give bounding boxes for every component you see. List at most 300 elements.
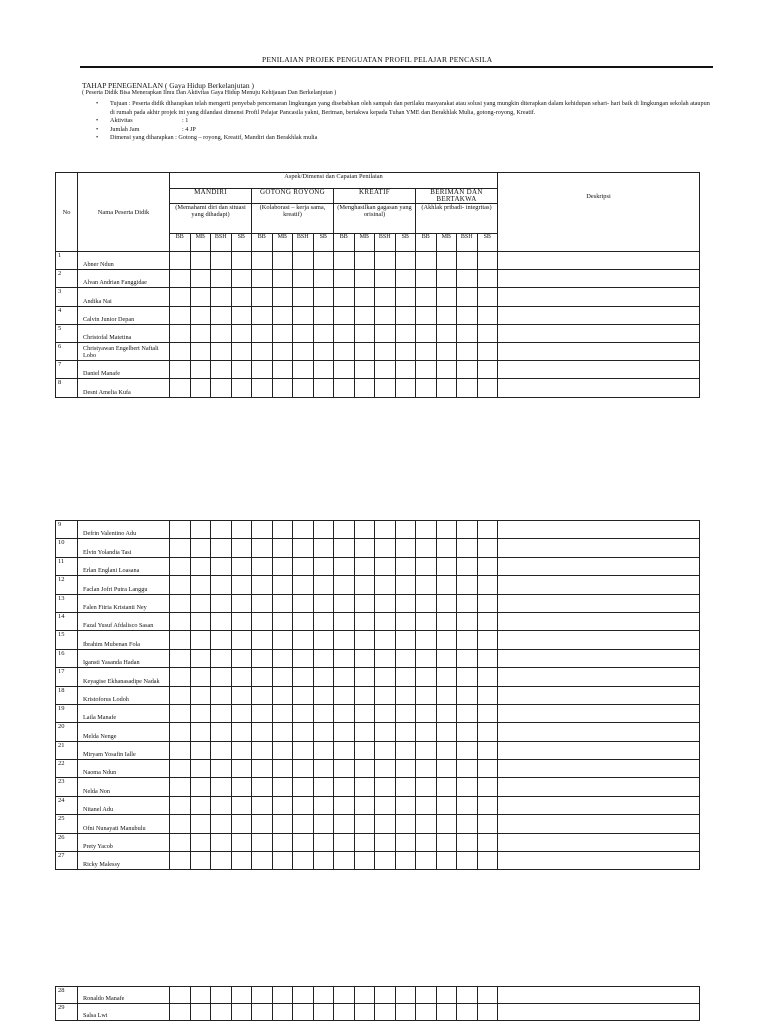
score-cell[interactable] <box>354 1004 375 1021</box>
score-cell[interactable] <box>272 379 293 397</box>
score-cell[interactable] <box>211 306 232 324</box>
score-cell[interactable] <box>457 539 478 557</box>
score-cell[interactable] <box>436 612 457 630</box>
score-cell[interactable] <box>354 631 375 649</box>
score-cell[interactable] <box>354 361 375 379</box>
score-cell[interactable] <box>170 361 191 379</box>
score-cell[interactable] <box>334 833 355 851</box>
score-cell[interactable] <box>313 704 334 722</box>
description-cell[interactable] <box>498 379 700 397</box>
score-cell[interactable] <box>252 379 273 397</box>
score-cell[interactable] <box>354 342 375 360</box>
score-cell[interactable] <box>395 796 416 814</box>
score-cell[interactable] <box>170 631 191 649</box>
description-cell[interactable] <box>498 741 700 759</box>
score-cell[interactable] <box>190 686 211 704</box>
score-cell[interactable] <box>170 778 191 796</box>
score-cell[interactable] <box>395 576 416 594</box>
score-cell[interactable] <box>293 649 314 667</box>
score-cell[interactable] <box>231 594 252 612</box>
score-cell[interactable] <box>190 778 211 796</box>
score-cell[interactable] <box>272 631 293 649</box>
score-cell[interactable] <box>170 987 191 1004</box>
score-cell[interactable] <box>211 668 232 686</box>
description-cell[interactable] <box>498 668 700 686</box>
score-cell[interactable] <box>395 649 416 667</box>
score-cell[interactable] <box>252 270 273 288</box>
score-cell[interactable] <box>231 288 252 306</box>
score-cell[interactable] <box>457 521 478 539</box>
score-cell[interactable] <box>293 288 314 306</box>
score-cell[interactable] <box>395 361 416 379</box>
score-cell[interactable] <box>231 1004 252 1021</box>
score-cell[interactable] <box>457 576 478 594</box>
score-cell[interactable] <box>231 649 252 667</box>
score-cell[interactable] <box>354 987 375 1004</box>
description-cell[interactable] <box>498 760 700 778</box>
score-cell[interactable] <box>416 631 437 649</box>
score-cell[interactable] <box>313 539 334 557</box>
score-cell[interactable] <box>313 723 334 741</box>
score-cell[interactable] <box>334 704 355 722</box>
score-cell[interactable] <box>477 521 498 539</box>
score-cell[interactable] <box>231 306 252 324</box>
score-cell[interactable] <box>395 668 416 686</box>
score-cell[interactable] <box>375 1004 396 1021</box>
score-cell[interactable] <box>211 778 232 796</box>
score-cell[interactable] <box>334 778 355 796</box>
score-cell[interactable] <box>231 741 252 759</box>
score-cell[interactable] <box>211 539 232 557</box>
score-cell[interactable] <box>272 361 293 379</box>
score-cell[interactable] <box>252 987 273 1004</box>
score-cell[interactable] <box>395 631 416 649</box>
score-cell[interactable] <box>416 723 437 741</box>
score-cell[interactable] <box>211 852 232 870</box>
score-cell[interactable] <box>252 723 273 741</box>
score-cell[interactable] <box>334 379 355 397</box>
score-cell[interactable] <box>313 521 334 539</box>
description-cell[interactable] <box>498 704 700 722</box>
score-cell[interactable] <box>293 306 314 324</box>
score-cell[interactable] <box>211 723 232 741</box>
score-cell[interactable] <box>190 306 211 324</box>
score-cell[interactable] <box>436 668 457 686</box>
score-cell[interactable] <box>416 594 437 612</box>
score-cell[interactable] <box>436 379 457 397</box>
score-cell[interactable] <box>272 288 293 306</box>
score-cell[interactable] <box>354 760 375 778</box>
score-cell[interactable] <box>457 288 478 306</box>
score-cell[interactable] <box>293 668 314 686</box>
score-cell[interactable] <box>272 1004 293 1021</box>
score-cell[interactable] <box>293 521 314 539</box>
score-cell[interactable] <box>457 612 478 630</box>
score-cell[interactable] <box>252 704 273 722</box>
score-cell[interactable] <box>375 796 396 814</box>
score-cell[interactable] <box>190 594 211 612</box>
score-cell[interactable] <box>477 815 498 833</box>
score-cell[interactable] <box>252 557 273 575</box>
score-cell[interactable] <box>334 723 355 741</box>
score-cell[interactable] <box>395 1004 416 1021</box>
score-cell[interactable] <box>395 704 416 722</box>
score-cell[interactable] <box>313 270 334 288</box>
score-cell[interactable] <box>170 852 191 870</box>
score-cell[interactable] <box>170 723 191 741</box>
score-cell[interactable] <box>170 576 191 594</box>
score-cell[interactable] <box>457 324 478 342</box>
score-cell[interactable] <box>375 557 396 575</box>
score-cell[interactable] <box>293 612 314 630</box>
score-cell[interactable] <box>477 668 498 686</box>
score-cell[interactable] <box>272 741 293 759</box>
score-cell[interactable] <box>190 288 211 306</box>
score-cell[interactable] <box>293 686 314 704</box>
score-cell[interactable] <box>190 557 211 575</box>
score-cell[interactable] <box>170 704 191 722</box>
score-cell[interactable] <box>293 796 314 814</box>
score-cell[interactable] <box>334 796 355 814</box>
score-cell[interactable] <box>313 741 334 759</box>
score-cell[interactable] <box>436 723 457 741</box>
description-cell[interactable] <box>498 778 700 796</box>
score-cell[interactable] <box>334 342 355 360</box>
score-cell[interactable] <box>477 741 498 759</box>
score-cell[interactable] <box>477 288 498 306</box>
score-cell[interactable] <box>457 649 478 667</box>
score-cell[interactable] <box>354 815 375 833</box>
score-cell[interactable] <box>457 815 478 833</box>
score-cell[interactable] <box>190 723 211 741</box>
score-cell[interactable] <box>334 557 355 575</box>
score-cell[interactable] <box>211 576 232 594</box>
score-cell[interactable] <box>334 576 355 594</box>
score-cell[interactable] <box>354 576 375 594</box>
score-cell[interactable] <box>436 760 457 778</box>
score-cell[interactable] <box>190 379 211 397</box>
score-cell[interactable] <box>416 288 437 306</box>
score-cell[interactable] <box>354 539 375 557</box>
score-cell[interactable] <box>477 270 498 288</box>
score-cell[interactable] <box>354 668 375 686</box>
score-cell[interactable] <box>477 778 498 796</box>
score-cell[interactable] <box>436 704 457 722</box>
score-cell[interactable] <box>395 833 416 851</box>
score-cell[interactable] <box>313 306 334 324</box>
score-cell[interactable] <box>375 342 396 360</box>
score-cell[interactable] <box>354 557 375 575</box>
description-cell[interactable] <box>498 631 700 649</box>
score-cell[interactable] <box>170 557 191 575</box>
score-cell[interactable] <box>211 704 232 722</box>
score-cell[interactable] <box>334 631 355 649</box>
description-cell[interactable] <box>498 649 700 667</box>
score-cell[interactable] <box>252 521 273 539</box>
score-cell[interactable] <box>477 379 498 397</box>
score-cell[interactable] <box>293 704 314 722</box>
score-cell[interactable] <box>354 796 375 814</box>
score-cell[interactable] <box>190 852 211 870</box>
score-cell[interactable] <box>231 631 252 649</box>
score-cell[interactable] <box>252 631 273 649</box>
score-cell[interactable] <box>477 557 498 575</box>
score-cell[interactable] <box>436 594 457 612</box>
score-cell[interactable] <box>231 778 252 796</box>
score-cell[interactable] <box>334 288 355 306</box>
score-cell[interactable] <box>416 342 437 360</box>
score-cell[interactable] <box>334 987 355 1004</box>
score-cell[interactable] <box>457 361 478 379</box>
score-cell[interactable] <box>293 539 314 557</box>
score-cell[interactable] <box>375 539 396 557</box>
score-cell[interactable] <box>231 987 252 1004</box>
description-cell[interactable] <box>498 306 700 324</box>
score-cell[interactable] <box>375 361 396 379</box>
score-cell[interactable] <box>293 987 314 1004</box>
score-cell[interactable] <box>293 557 314 575</box>
score-cell[interactable] <box>416 852 437 870</box>
score-cell[interactable] <box>416 539 437 557</box>
score-cell[interactable] <box>334 815 355 833</box>
score-cell[interactable] <box>334 1004 355 1021</box>
score-cell[interactable] <box>436 852 457 870</box>
score-cell[interactable] <box>252 612 273 630</box>
score-cell[interactable] <box>252 796 273 814</box>
score-cell[interactable] <box>477 539 498 557</box>
score-cell[interactable] <box>272 270 293 288</box>
score-cell[interactable] <box>190 270 211 288</box>
score-cell[interactable] <box>354 833 375 851</box>
score-cell[interactable] <box>375 649 396 667</box>
score-cell[interactable] <box>457 252 478 270</box>
description-cell[interactable] <box>498 324 700 342</box>
score-cell[interactable] <box>354 741 375 759</box>
score-cell[interactable] <box>416 704 437 722</box>
score-cell[interactable] <box>395 270 416 288</box>
score-cell[interactable] <box>272 833 293 851</box>
score-cell[interactable] <box>334 521 355 539</box>
score-cell[interactable] <box>252 815 273 833</box>
score-cell[interactable] <box>170 324 191 342</box>
score-cell[interactable] <box>190 252 211 270</box>
score-cell[interactable] <box>190 612 211 630</box>
score-cell[interactable] <box>313 288 334 306</box>
score-cell[interactable] <box>313 833 334 851</box>
score-cell[interactable] <box>457 778 478 796</box>
score-cell[interactable] <box>436 987 457 1004</box>
score-cell[interactable] <box>354 723 375 741</box>
score-cell[interactable] <box>354 778 375 796</box>
score-cell[interactable] <box>375 668 396 686</box>
score-cell[interactable] <box>190 342 211 360</box>
description-cell[interactable] <box>498 288 700 306</box>
score-cell[interactable] <box>252 342 273 360</box>
score-cell[interactable] <box>416 833 437 851</box>
score-cell[interactable] <box>272 686 293 704</box>
score-cell[interactable] <box>354 594 375 612</box>
score-cell[interactable] <box>375 815 396 833</box>
score-cell[interactable] <box>477 306 498 324</box>
score-cell[interactable] <box>416 252 437 270</box>
score-cell[interactable] <box>457 631 478 649</box>
description-cell[interactable] <box>498 852 700 870</box>
description-cell[interactable] <box>498 594 700 612</box>
score-cell[interactable] <box>457 833 478 851</box>
score-cell[interactable] <box>190 668 211 686</box>
score-cell[interactable] <box>313 379 334 397</box>
score-cell[interactable] <box>457 704 478 722</box>
score-cell[interactable] <box>231 668 252 686</box>
score-cell[interactable] <box>170 1004 191 1021</box>
score-cell[interactable] <box>211 1004 232 1021</box>
score-cell[interactable] <box>272 252 293 270</box>
score-cell[interactable] <box>457 342 478 360</box>
score-cell[interactable] <box>395 594 416 612</box>
score-cell[interactable] <box>334 270 355 288</box>
score-cell[interactable] <box>436 778 457 796</box>
score-cell[interactable] <box>457 557 478 575</box>
score-cell[interactable] <box>375 576 396 594</box>
score-cell[interactable] <box>170 796 191 814</box>
score-cell[interactable] <box>436 576 457 594</box>
score-cell[interactable] <box>457 306 478 324</box>
score-cell[interactable] <box>395 379 416 397</box>
score-cell[interactable] <box>313 594 334 612</box>
score-cell[interactable] <box>457 270 478 288</box>
score-cell[interactable] <box>436 361 457 379</box>
description-cell[interactable] <box>498 723 700 741</box>
score-cell[interactable] <box>436 342 457 360</box>
score-cell[interactable] <box>272 852 293 870</box>
score-cell[interactable] <box>313 612 334 630</box>
score-cell[interactable] <box>395 342 416 360</box>
score-cell[interactable] <box>334 594 355 612</box>
score-cell[interactable] <box>313 649 334 667</box>
score-cell[interactable] <box>170 521 191 539</box>
score-cell[interactable] <box>231 796 252 814</box>
score-cell[interactable] <box>436 252 457 270</box>
score-cell[interactable] <box>375 852 396 870</box>
score-cell[interactable] <box>293 270 314 288</box>
score-cell[interactable] <box>416 686 437 704</box>
score-cell[interactable] <box>436 686 457 704</box>
score-cell[interactable] <box>313 796 334 814</box>
score-cell[interactable] <box>293 342 314 360</box>
score-cell[interactable] <box>252 668 273 686</box>
score-cell[interactable] <box>395 741 416 759</box>
score-cell[interactable] <box>375 704 396 722</box>
score-cell[interactable] <box>313 324 334 342</box>
score-cell[interactable] <box>477 361 498 379</box>
score-cell[interactable] <box>477 704 498 722</box>
score-cell[interactable] <box>252 324 273 342</box>
score-cell[interactable] <box>313 686 334 704</box>
score-cell[interactable] <box>190 539 211 557</box>
score-cell[interactable] <box>211 612 232 630</box>
score-cell[interactable] <box>252 1004 273 1021</box>
score-cell[interactable] <box>252 852 273 870</box>
score-cell[interactable] <box>334 252 355 270</box>
score-cell[interactable] <box>477 631 498 649</box>
score-cell[interactable] <box>231 379 252 397</box>
score-cell[interactable] <box>231 270 252 288</box>
score-cell[interactable] <box>416 306 437 324</box>
score-cell[interactable] <box>375 270 396 288</box>
description-cell[interactable] <box>498 796 700 814</box>
score-cell[interactable] <box>395 557 416 575</box>
score-cell[interactable] <box>211 361 232 379</box>
score-cell[interactable] <box>293 631 314 649</box>
score-cell[interactable] <box>477 796 498 814</box>
score-cell[interactable] <box>457 1004 478 1021</box>
description-cell[interactable] <box>498 987 700 1004</box>
score-cell[interactable] <box>293 741 314 759</box>
score-cell[interactable] <box>334 539 355 557</box>
score-cell[interactable] <box>354 288 375 306</box>
score-cell[interactable] <box>190 361 211 379</box>
score-cell[interactable] <box>416 796 437 814</box>
score-cell[interactable] <box>334 741 355 759</box>
score-cell[interactable] <box>211 557 232 575</box>
score-cell[interactable] <box>170 539 191 557</box>
score-cell[interactable] <box>190 741 211 759</box>
score-cell[interactable] <box>252 760 273 778</box>
score-cell[interactable] <box>272 576 293 594</box>
description-cell[interactable] <box>498 833 700 851</box>
score-cell[interactable] <box>375 612 396 630</box>
score-cell[interactable] <box>293 576 314 594</box>
score-cell[interactable] <box>354 270 375 288</box>
score-cell[interactable] <box>457 852 478 870</box>
score-cell[interactable] <box>395 306 416 324</box>
score-cell[interactable] <box>231 852 252 870</box>
score-cell[interactable] <box>436 649 457 667</box>
score-cell[interactable] <box>416 521 437 539</box>
score-cell[interactable] <box>354 704 375 722</box>
score-cell[interactable] <box>375 288 396 306</box>
score-cell[interactable] <box>170 815 191 833</box>
score-cell[interactable] <box>190 576 211 594</box>
score-cell[interactable] <box>293 833 314 851</box>
score-cell[interactable] <box>457 741 478 759</box>
score-cell[interactable] <box>170 741 191 759</box>
score-cell[interactable] <box>395 723 416 741</box>
score-cell[interactable] <box>375 723 396 741</box>
score-cell[interactable] <box>211 288 232 306</box>
score-cell[interactable] <box>457 668 478 686</box>
score-cell[interactable] <box>416 557 437 575</box>
score-cell[interactable] <box>170 649 191 667</box>
score-cell[interactable] <box>375 686 396 704</box>
score-cell[interactable] <box>334 612 355 630</box>
score-cell[interactable] <box>436 521 457 539</box>
score-cell[interactable] <box>375 631 396 649</box>
score-cell[interactable] <box>272 815 293 833</box>
score-cell[interactable] <box>395 987 416 1004</box>
score-cell[interactable] <box>375 306 396 324</box>
score-cell[interactable] <box>252 649 273 667</box>
score-cell[interactable] <box>272 539 293 557</box>
score-cell[interactable] <box>211 379 232 397</box>
score-cell[interactable] <box>272 704 293 722</box>
score-cell[interactable] <box>375 594 396 612</box>
description-cell[interactable] <box>498 686 700 704</box>
score-cell[interactable] <box>211 833 232 851</box>
score-cell[interactable] <box>457 760 478 778</box>
score-cell[interactable] <box>190 1004 211 1021</box>
score-cell[interactable] <box>395 521 416 539</box>
